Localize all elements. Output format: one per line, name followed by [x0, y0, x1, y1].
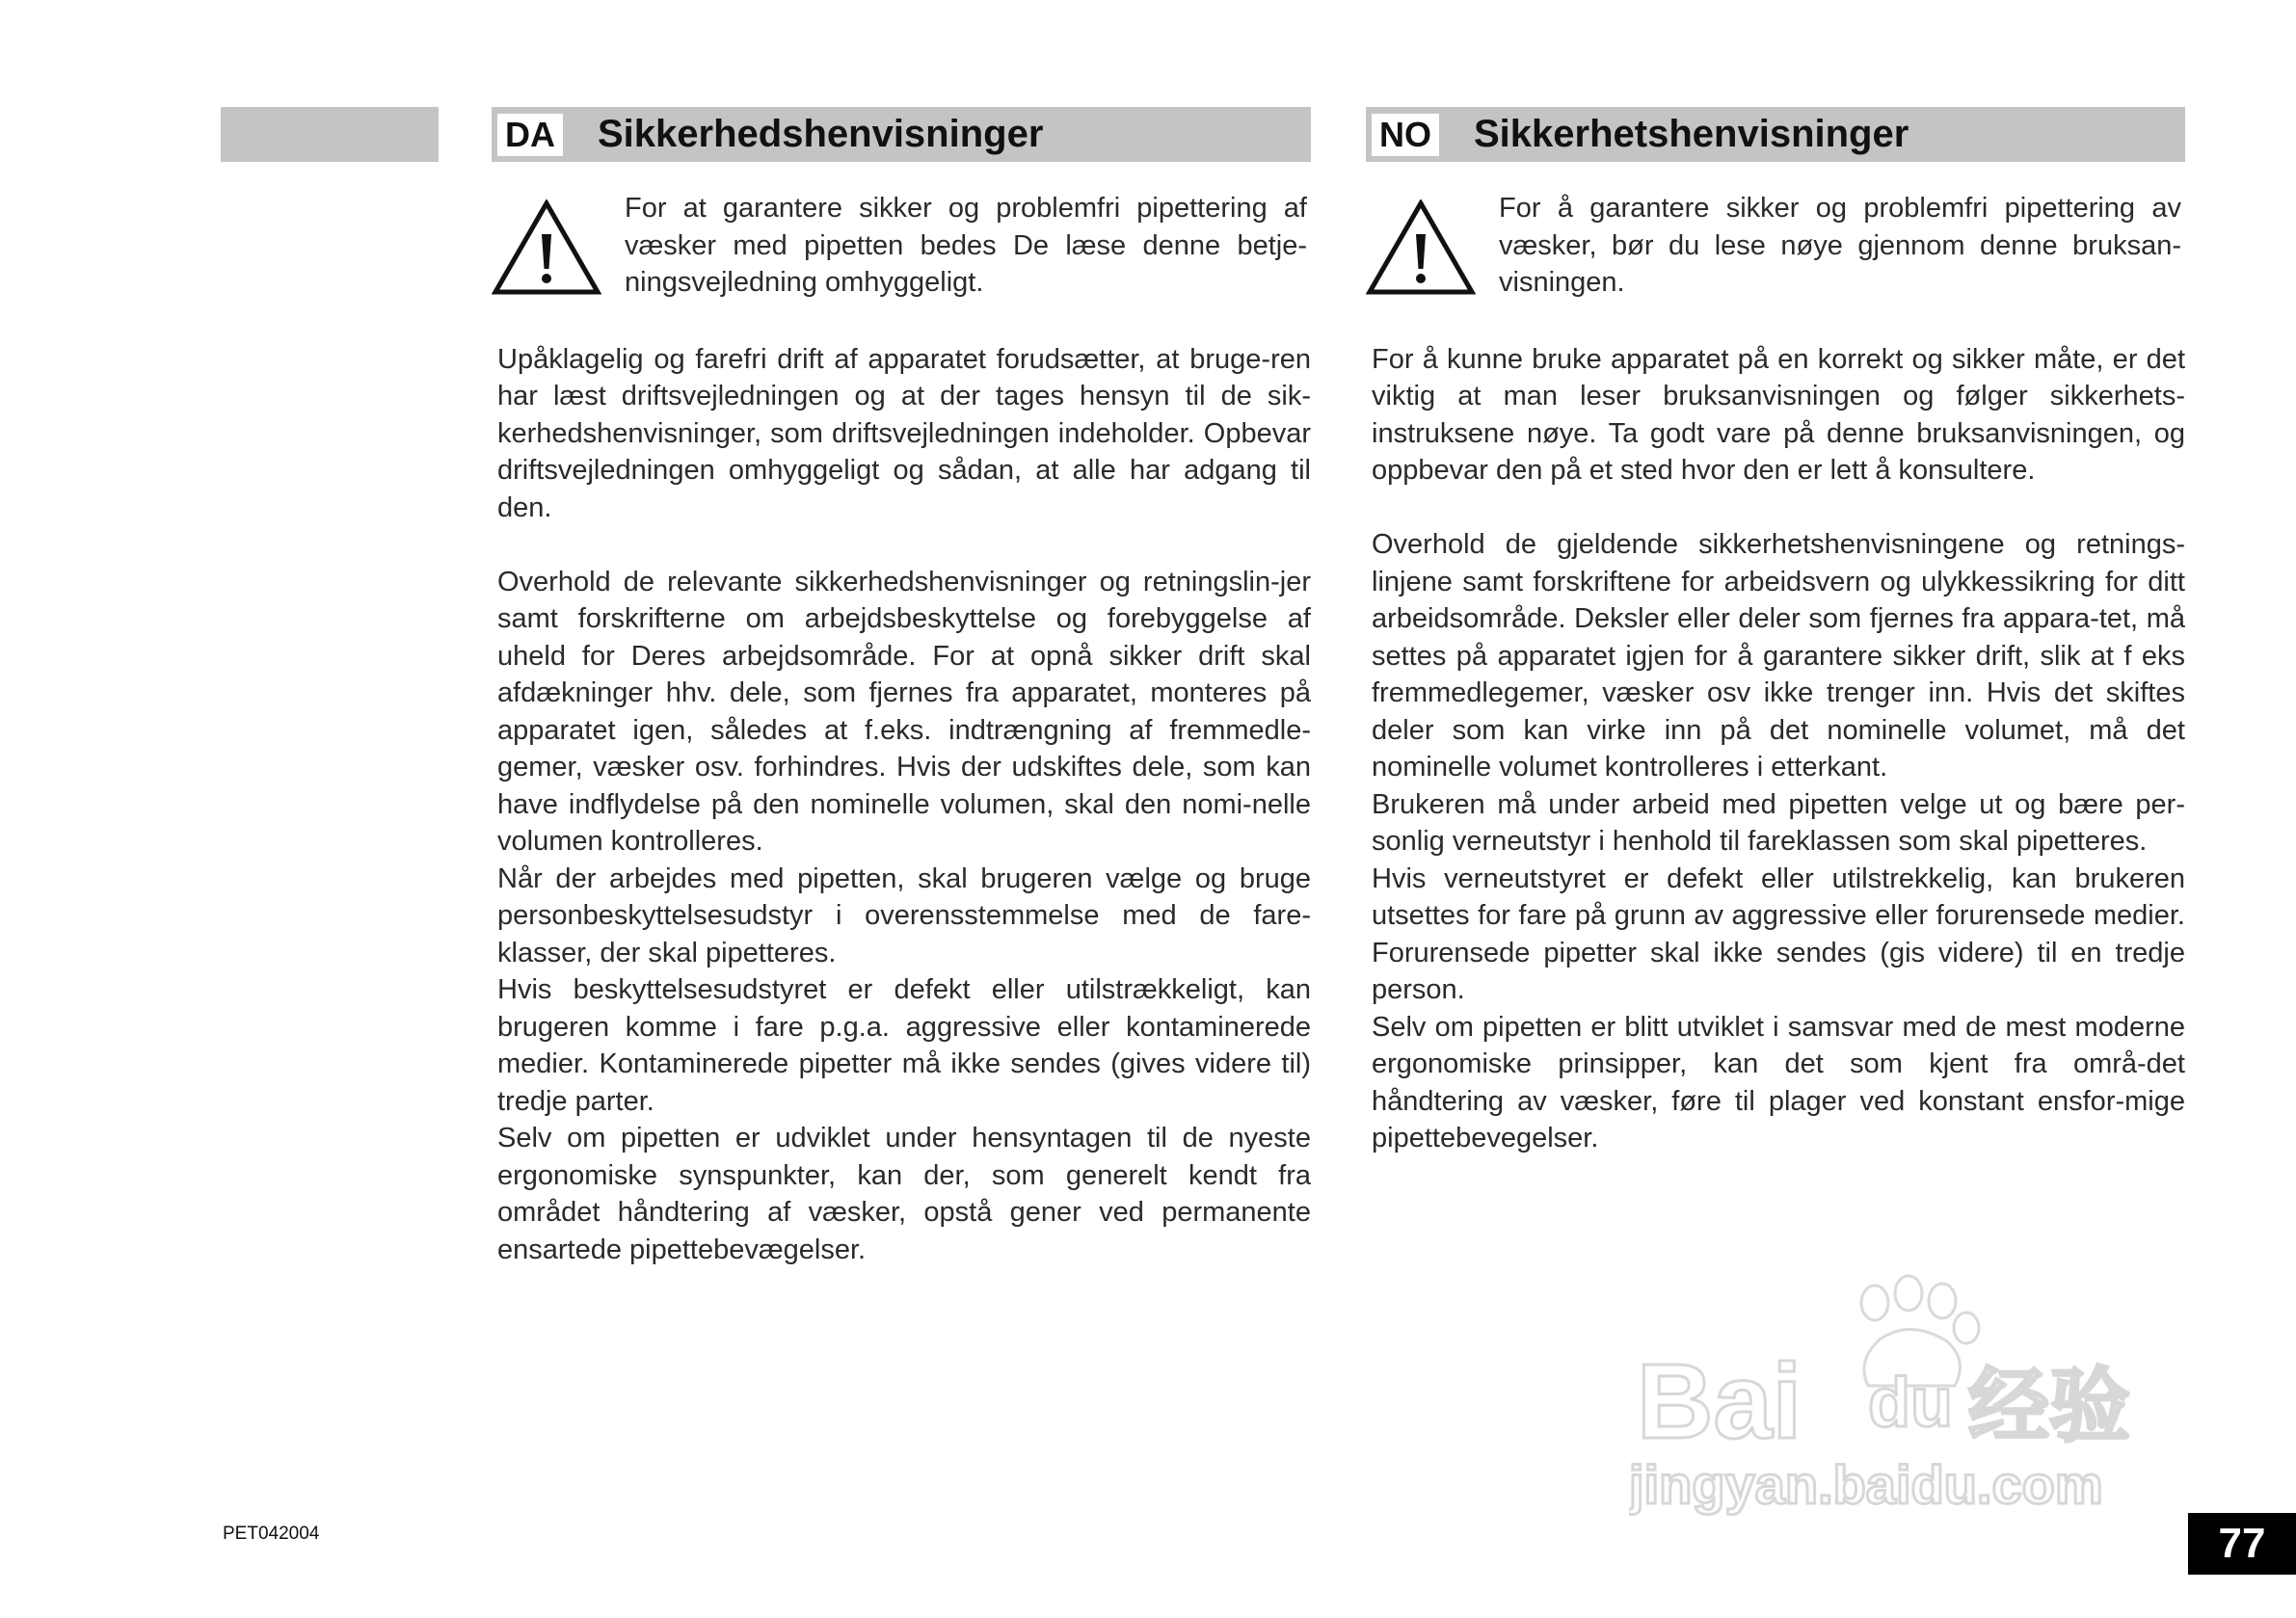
- warning-block-no: [1366, 190, 2185, 302]
- column-norwegian: [1366, 107, 2185, 1157]
- watermark-brand-left: Bai: [1637, 1342, 1802, 1461]
- side-header-bar: [221, 107, 439, 162]
- warning-triangle-icon: [492, 199, 601, 296]
- paragraph-da-1: Upåklagelig og farefri drift af apparatet forudsætter, at bruge-ren har læst driftsvejledningen og at der tages hensyn til de sik-kerhedshenvisninger, som driftsvejledningen indeholder. Opbevar driftsvejledningen omhyggeligt og sådan, at alle har adgang til den.: [497, 343, 1311, 523]
- column-danish: [492, 107, 1311, 1268]
- document-code: PET042004: [223, 1524, 320, 1544]
- warning-text-da: For at garantere sikker og problemfri pipettering af væsker med pipetten bedes De læse denne betje-ningsvejledning omhyggeligt.: [625, 193, 1307, 298]
- body-text-da: [492, 341, 1311, 1269]
- warning-triangle-icon: [1366, 199, 1476, 296]
- section-header-da: [492, 107, 1311, 162]
- paragraph-da-5: Selv om pipetten er udviklet under hensyntagen til de nyeste ergonomiske synspunkter, kan der, som generelt kendt fra området håndtering af væsker, opstå gener ved permanente ensartede pipettebevægelser.: [497, 1123, 1311, 1265]
- page-number: 77: [2188, 1513, 2296, 1575]
- section-title-no: Sikkerhetshenvisninger: [1474, 113, 1909, 155]
- watermark-brand-mid: du: [1868, 1365, 1953, 1442]
- warning-block-da: [492, 190, 1311, 302]
- section-title-da: Sikkerhedshenvisninger: [598, 113, 1044, 155]
- watermark-brand-cn: 经验: [1968, 1359, 2131, 1453]
- language-code-da: DA: [497, 114, 563, 156]
- body-text-no: [1366, 341, 2185, 1157]
- paragraph-no-3: Brukeren må under arbeid med pipetten velge ut og bære per-sonlig verneutstyr i henhold til fareklassen som skal pipetteres.: [1372, 788, 2185, 857]
- paragraph-no-1: For å kunne bruke apparatet på en korrekt og sikker måte, er det viktig at man leser bruksanvisningen og følger sikkerhets-instruksene nøye. Ta godt vare på denne bruksanvisningen, og oppbevar den på et sted hvor den er lett å konsultere.: [1372, 343, 2185, 486]
- section-header-no: [1366, 107, 2185, 162]
- paragraph-da-3: Når der arbejdes med pipetten, skal brugeren vælge og bruge personbeskyttelsesudstyr i overensstemmelse med de fare-klasser, der skal pipetteres.: [497, 862, 1311, 968]
- watermark-url: jingyan.baidu.com: [1629, 1454, 2103, 1515]
- paragraph-da-4: Hvis beskyttelsesudstyret er defekt eller utilstrækkeligt, kan brugeren komme i fare p.g.a. aggressive eller kontaminerede medier. Kontaminerede pipetter må ikke sendes (gives videre til) tredje parter.: [497, 974, 1311, 1117]
- language-code-no: NO: [1372, 114, 1439, 156]
- warning-text-no: For å garantere sikker og problemfri pipettering av væsker, bør du lese nøye gjennom denne bruksan-visningen.: [1499, 193, 2181, 298]
- baidu-watermark-logo: [1629, 1272, 2169, 1523]
- paragraph-da-2: Overhold de relevante sikkerhedshenvisninger og retningslin-jer samt forskrifterne om arbejdsbeskyttelse og forebyggelse af uheld for Deres arbejdsområde. For at opnå sikker drift skal afdækninger hhv. dele, som fjernes fra apparatet, monteres på apparatet igen, således at f.eks. indtrængning af fremmedle-gemer, væsker osv. forhindres. Hvis der udskiftes dele, som kan have indflydelse på den nominelle volumen, skal den nomi-nelle volumen kontrolleres.: [497, 566, 1311, 857]
- paragraph-no-4: Hvis verneutstyret er defekt eller utilstrekkelig, kan brukeren utsettes for fare på grunn av aggressive eller forurensede medier. Forurensede pipetter skal ikke sendes (gis videre) til en tredje person.: [1372, 862, 2185, 1005]
- paragraph-no-2: Overhold de gjeldende sikkerhetshenvisningene og retnings-linjene samt forskriftene for arbeidsvern og ulykkessikring for ditt arbeidsområde. Deksler eller deler som fjernes fra appara-tet, må settes på apparatet igjen for å garantere sikker drift, slik at f eks fremmedlegemer, væsker osv ikke trenger inn. Hvis det skiftes deler som kan virke inn på det nominelle volumet, må det nominelle volumet kontrolleres i etterkant.: [1372, 529, 2185, 782]
- paragraph-no-5: Selv om pipetten er blitt utviklet i samsvar med de mest moderne ergonomiske prinsipper, kan det som kjent fra områ-det håndtering av væsker, føre til plager ved konstant ensfor-mige pipettebevegelser.: [1372, 1011, 2185, 1154]
